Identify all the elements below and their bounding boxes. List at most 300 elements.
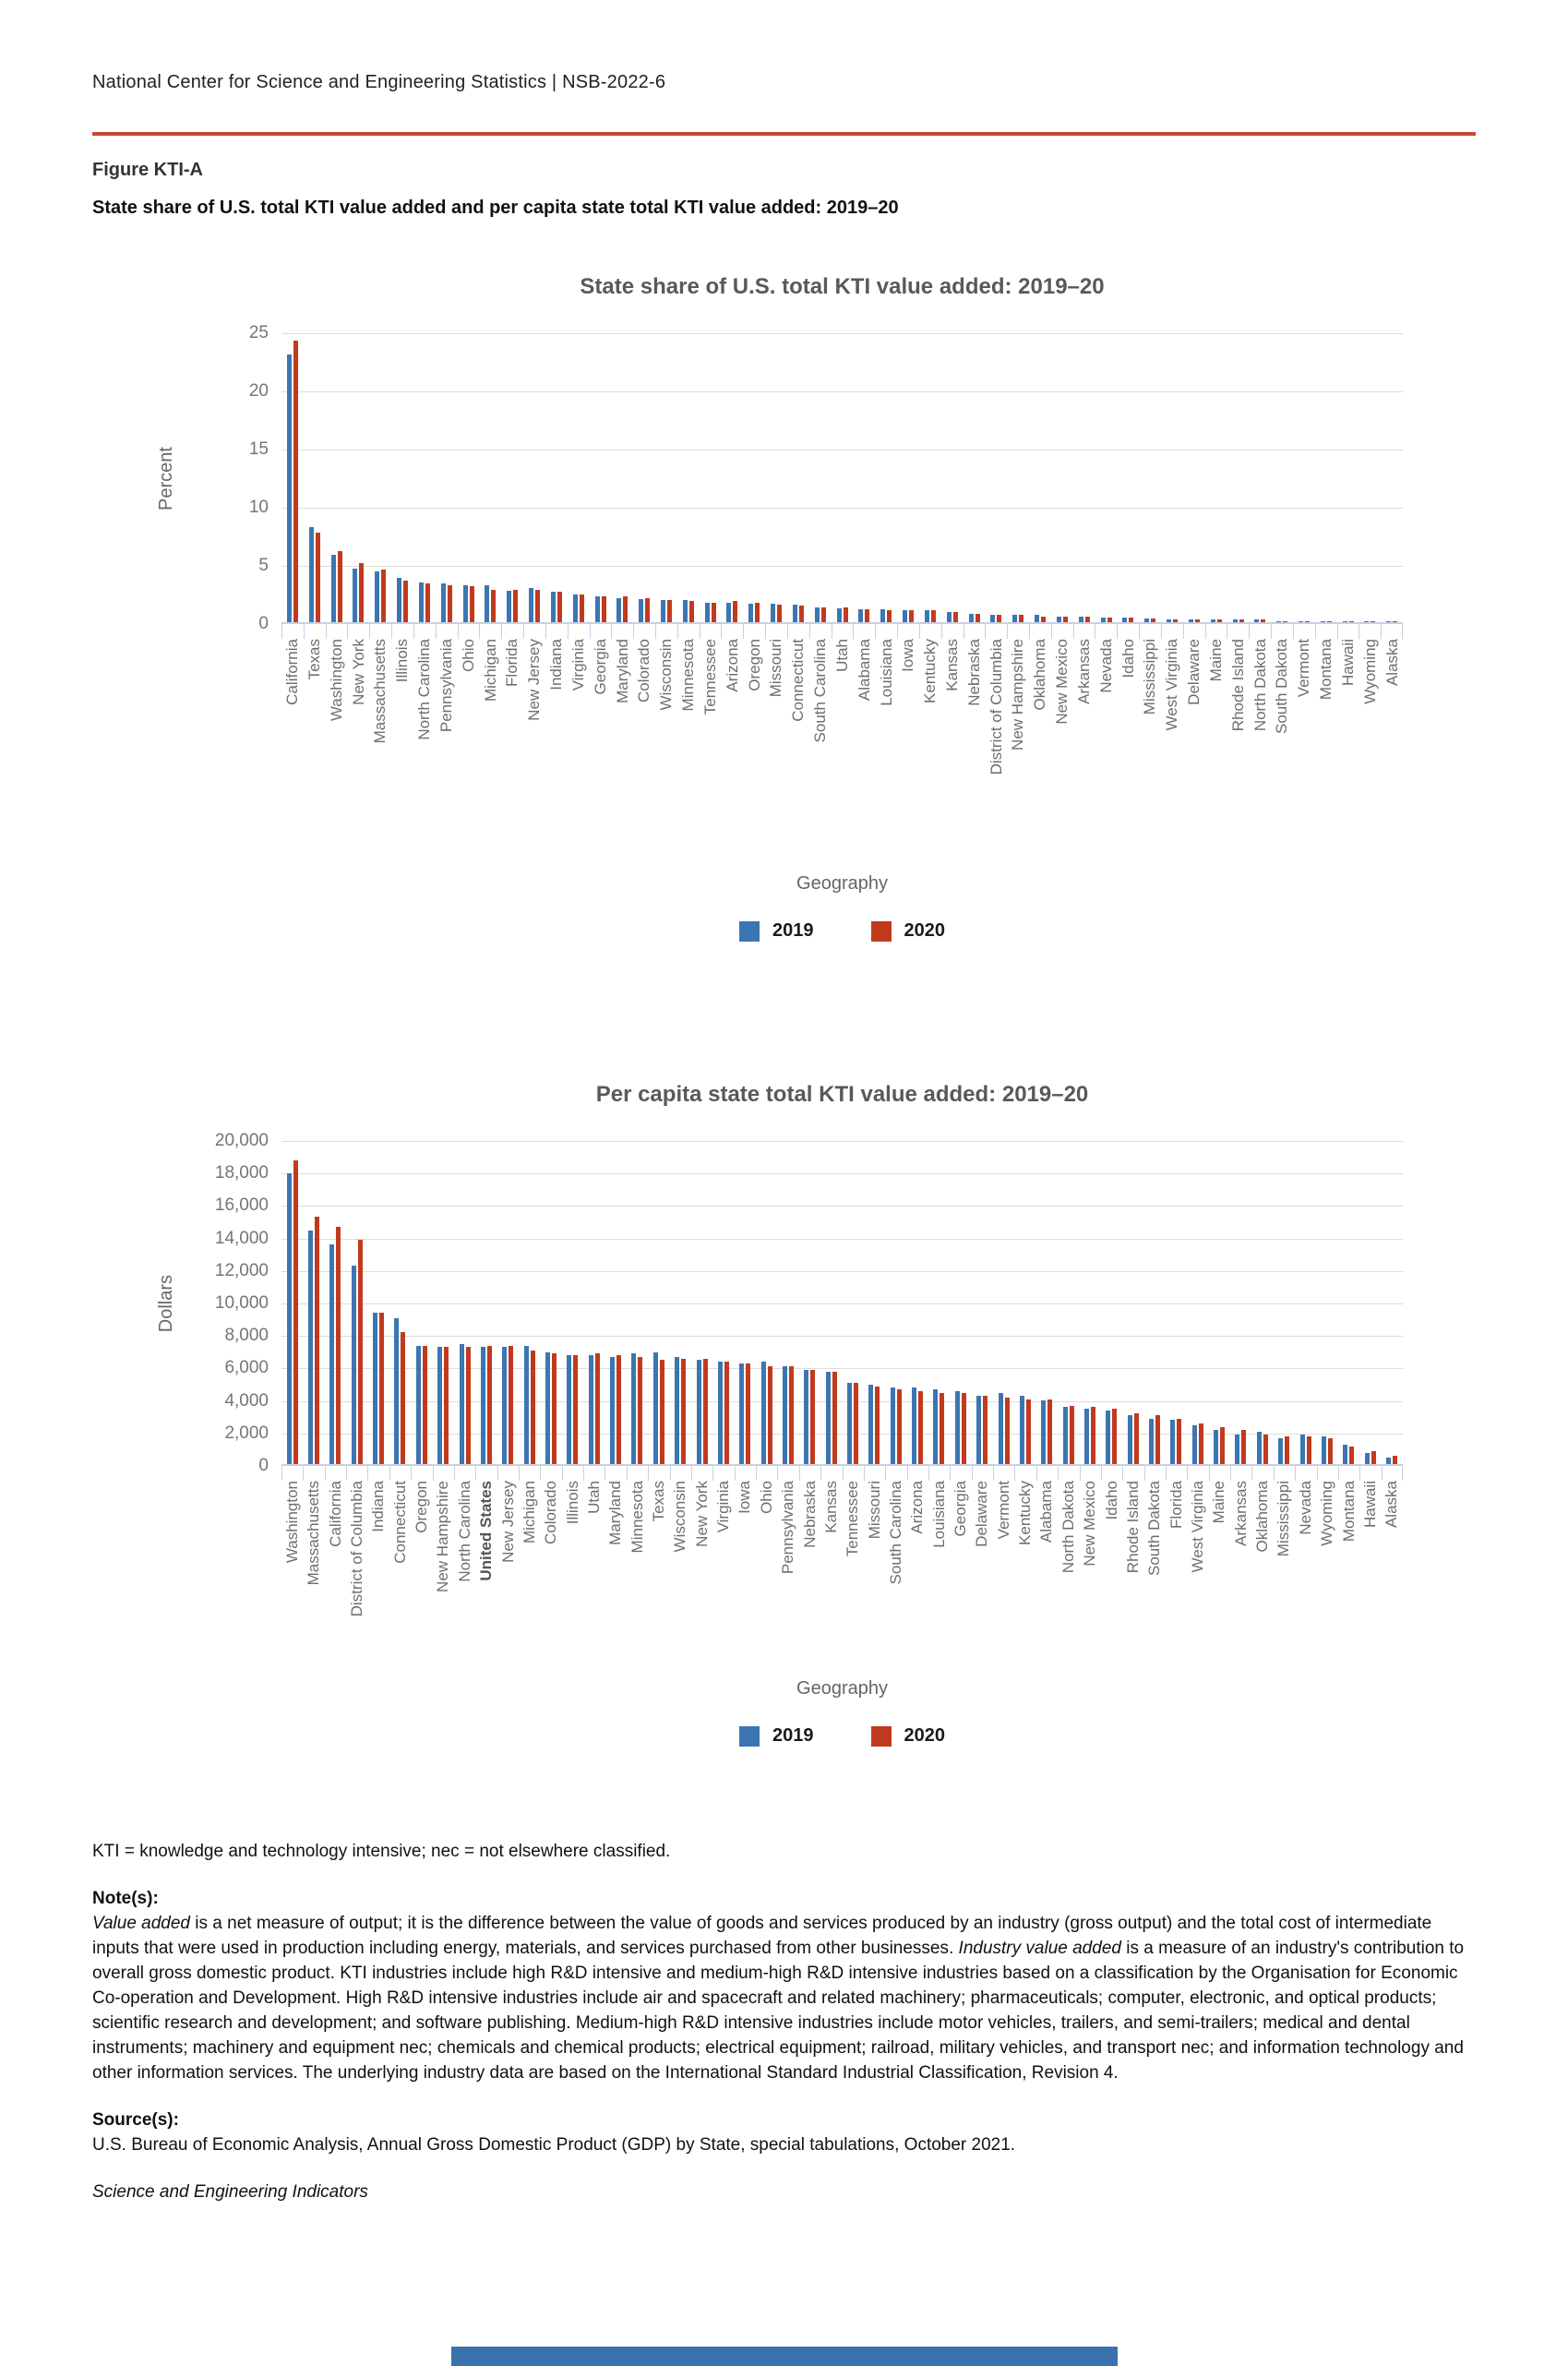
bar-2020 (470, 586, 474, 622)
y-tick-label: 10 (248, 498, 269, 517)
category-label-cell (433, 1481, 454, 1665)
bar-2019 (1299, 621, 1303, 622)
bar-2019 (661, 600, 665, 622)
bar-2019 (352, 1266, 356, 1464)
category-label: Arizona (723, 639, 741, 692)
category-label: New York (692, 1481, 711, 1547)
category-label: North Dakota (1059, 1481, 1077, 1574)
bar-2019 (485, 585, 489, 622)
legend-label-2020: 2020 (904, 1725, 945, 1746)
y-tick-label: 18,000 (214, 1163, 269, 1183)
x-tick-mark (1014, 1466, 1015, 1481)
y-tick-label: 0 (258, 1456, 269, 1475)
category-label-cell (809, 639, 832, 860)
category-bars-nevada (1095, 333, 1118, 622)
bar-2019 (739, 1363, 744, 1464)
x-tick-mark (1402, 1466, 1403, 1481)
bar-2020 (403, 581, 408, 622)
category-bars-south-carolina (809, 333, 832, 622)
category-label-cell (1205, 639, 1227, 860)
bar-2019 (1149, 1419, 1154, 1464)
x-tick-mark (1295, 1466, 1296, 1481)
category-label: West Virginia (1189, 1481, 1206, 1573)
category-bars-mississippi (1139, 333, 1161, 622)
category-label: Nevada (1096, 639, 1115, 693)
bar-2019 (683, 600, 688, 622)
bar-2019 (329, 1244, 334, 1464)
y-tick-label: 6,000 (224, 1358, 269, 1377)
bar-2019 (1170, 1420, 1175, 1464)
bar-2020 (1063, 617, 1068, 622)
x-tick-mark (691, 1466, 692, 1481)
figure-title: State share of U.S. total KTI value added and per capita state total KTI value added: 2019–20 (92, 198, 899, 218)
bar-2020 (401, 1332, 405, 1464)
category-label: New Jersey (498, 1481, 517, 1563)
x-tick-mark (1274, 1466, 1275, 1481)
category-label: Vermont (994, 1481, 1012, 1540)
category-label: South Carolina (811, 639, 830, 743)
category-label-cell (391, 639, 413, 860)
bar-2019 (858, 609, 863, 622)
category-label: South Dakota (1273, 639, 1291, 735)
category-label: Missouri (767, 639, 785, 698)
bar-2020 (667, 600, 672, 622)
bars-layer (281, 1141, 1403, 1464)
x-tick-mark (367, 1466, 368, 1481)
category-label-cell (1227, 639, 1250, 860)
note-text: is a net measure of output; it is the difference between the value of goods and services produced by an industry (gross output) and the total cost of intermediate inputs that were used in production including energy, materials, and services purchased from other businesses. (92, 1914, 1432, 1958)
y-tick-label: 4,000 (224, 1391, 269, 1411)
category-label: Massachusetts (371, 639, 389, 744)
category-label-cell (347, 639, 369, 860)
x-tick-mark (281, 624, 282, 639)
category-label: Texas (650, 1481, 668, 1522)
category-label-cell (722, 639, 744, 860)
bar-2019 (1386, 621, 1391, 622)
category-bars-texas (304, 333, 326, 622)
document-header: National Center for Science and Engineering Statistics | NSB-2022-6 (92, 72, 666, 92)
x-tick-mark (1117, 624, 1118, 639)
category-label-cell (1337, 639, 1359, 860)
category-bars-washington (326, 333, 348, 622)
category-bars-california (281, 333, 304, 622)
bar-2020 (865, 609, 869, 622)
bar-2020 (875, 1387, 880, 1464)
x-tick-mark (853, 624, 854, 639)
x-tick-mark (523, 624, 524, 639)
legend (281, 1725, 1403, 1747)
x-tick-mark (389, 1466, 390, 1481)
bars-layer (281, 333, 1403, 622)
category-label-cell (411, 1481, 432, 1665)
chart-per-capita (134, 1082, 1444, 1747)
x-tick-mark (1337, 624, 1338, 639)
category-bars-united-states (475, 1141, 497, 1464)
category-label-cell (501, 639, 523, 860)
category-label: South Carolina (886, 1481, 904, 1585)
x-tick-mark (1402, 624, 1403, 639)
category-bars-mississippi (1274, 1141, 1295, 1464)
bar-2019 (912, 1387, 916, 1464)
x-tick-mark (756, 1466, 757, 1481)
category-label-cell (458, 639, 480, 860)
y-tick-label: 0 (258, 614, 269, 633)
x-tick-mark (941, 624, 942, 639)
x-tick-mark (347, 624, 348, 639)
note-italic-term: Industry value added (958, 1939, 1121, 1958)
category-bars-iowa (735, 1141, 756, 1464)
category-bars-massachusetts (369, 333, 391, 622)
bar-2019 (567, 1355, 571, 1464)
category-label: Louisiana (929, 1481, 948, 1548)
note-italic-term: Value added (92, 1914, 191, 1933)
category-bars-oklahoma (1251, 1141, 1273, 1464)
category-bars-idaho (1101, 1141, 1122, 1464)
x-tick-mark (436, 624, 437, 639)
bar-2019 (1235, 1435, 1239, 1464)
category-label: Massachusetts (305, 1481, 323, 1586)
category-label: Idaho (1102, 1481, 1120, 1520)
category-label: Florida (1167, 1481, 1185, 1529)
category-label-cell (475, 1481, 497, 1665)
category-label: Kansas (821, 1481, 840, 1533)
category-bars-maryland (611, 333, 633, 622)
category-label: Wyoming (1318, 1481, 1336, 1546)
bar-2020 (997, 615, 1001, 622)
category-label: Maryland (613, 639, 631, 703)
bar-2020 (887, 610, 892, 622)
category-label-cell (906, 1481, 928, 1665)
bar-2020 (1026, 1399, 1031, 1464)
footnotes (92, 1839, 1476, 2204)
category-labels (281, 1481, 1403, 1665)
category-label: Missouri (865, 1481, 883, 1540)
x-tick-mark (1209, 1466, 1210, 1481)
bar-2020 (962, 1393, 966, 1464)
legend-label-2020: 2020 (904, 920, 945, 941)
category-bars-tennessee (700, 333, 722, 622)
bar-2020 (1085, 617, 1090, 622)
bar-2020 (799, 606, 804, 622)
bar-2020 (423, 1346, 427, 1464)
bar-2019 (1035, 615, 1039, 622)
bar-2020 (689, 601, 694, 622)
bar-2019 (653, 1352, 658, 1464)
category-bars-florida (1166, 1141, 1187, 1464)
bar-2020 (789, 1366, 794, 1464)
x-tick-mark (304, 624, 305, 639)
category-bars-alaska (1381, 1141, 1402, 1464)
bar-2020 (976, 614, 980, 622)
legend-item-2019 (739, 1725, 814, 1747)
x-tick-mark (875, 624, 876, 639)
x-tick-mark (501, 624, 502, 639)
category-bars-arizona (906, 1141, 928, 1464)
y-tick-label: 5 (258, 556, 269, 575)
bar-2020 (1112, 1409, 1117, 1464)
category-bars-west-virginia (1187, 1141, 1208, 1464)
bar-2020 (580, 595, 584, 622)
bottom-blue-band (451, 2347, 1118, 2366)
category-label: Delaware (973, 1481, 991, 1547)
bar-2020 (336, 1227, 341, 1464)
bar-2019 (793, 605, 797, 622)
category-label: New Jersey (525, 639, 544, 721)
category-label: North Carolina (455, 1481, 473, 1582)
category-bars-maine (1205, 333, 1227, 622)
category-label-cell (1271, 639, 1293, 860)
source-text: U.S. Bureau of Economic Analysis, Annual Gross Domestic Product (GDP) by State, special tabulations, October 2021. (92, 2135, 1016, 2155)
bar-2019 (1189, 619, 1193, 622)
bar-2019 (1020, 1396, 1024, 1464)
category-label: South Dakota (1145, 1481, 1164, 1577)
bar-2020 (755, 603, 760, 622)
x-tick-mark (562, 1466, 563, 1481)
x-tick-mark (1315, 624, 1316, 639)
category-label-cell (1293, 639, 1315, 860)
bar-2020 (448, 585, 452, 622)
bar-2019 (481, 1347, 485, 1464)
category-label: Wisconsin (671, 1481, 689, 1553)
x-tick-mark (1249, 624, 1250, 639)
x-tick-mark (712, 1466, 713, 1481)
bar-2019 (375, 571, 379, 622)
category-bars-south-dakota (1143, 1141, 1165, 1464)
bar-2020 (381, 570, 386, 622)
category-label-cell (454, 1481, 475, 1665)
category-label: Kentucky (1016, 1481, 1035, 1545)
x-tick-mark (1251, 1466, 1252, 1481)
category-label-cell (669, 1481, 690, 1665)
bar-2019 (847, 1383, 852, 1464)
bar-2019 (1322, 1436, 1326, 1464)
category-bars-washington (281, 1141, 303, 1464)
bar-2019 (551, 592, 556, 622)
x-tick-mark (1381, 624, 1382, 639)
category-label-cell (326, 639, 348, 860)
category-label-cell (1315, 639, 1337, 860)
category-label: Iowa (899, 639, 917, 672)
category-label: Florida (503, 639, 521, 687)
x-tick-mark (1271, 624, 1272, 639)
bar-2020 (1134, 1413, 1139, 1464)
category-bars-delaware (972, 1141, 993, 1464)
category-label-cell (950, 1481, 971, 1665)
bar-2020 (552, 1353, 557, 1464)
category-label-cell (1161, 639, 1183, 860)
category-label-cell (765, 639, 787, 860)
category-bars-alaska (1381, 333, 1403, 622)
bar-2020 (983, 1396, 987, 1464)
bar-2019 (373, 1313, 377, 1464)
category-bars-oregon (411, 1141, 432, 1464)
x-tick-mark (281, 1466, 282, 1481)
x-tick-mark (433, 1466, 434, 1481)
category-label-cell (1381, 1481, 1402, 1665)
x-tick-mark (604, 1466, 605, 1481)
category-label-cell (436, 639, 458, 860)
bar-2019 (1211, 619, 1215, 622)
legend-swatch-2020 (871, 921, 892, 942)
category-label: Mississippi (1141, 639, 1159, 715)
bar-2019 (631, 1353, 636, 1464)
bar-2019 (955, 1391, 960, 1464)
category-label-cell (972, 1481, 993, 1665)
category-label: Alabama (855, 639, 873, 702)
category-label-cell (562, 1481, 583, 1665)
bar-2019 (595, 596, 600, 622)
bar-2019 (524, 1346, 529, 1464)
category-label-cell (590, 639, 612, 860)
category-label: Texas (305, 639, 323, 680)
category-label-cell (842, 1481, 863, 1665)
category-label: Rhode Island (1228, 639, 1247, 732)
x-tick-mark (1007, 624, 1008, 639)
category-bars-nevada (1295, 1141, 1316, 1464)
bar-2020 (509, 1346, 513, 1464)
category-bars-texas (648, 1141, 669, 1464)
y-tick-label: 2,000 (224, 1423, 269, 1443)
x-tick-mark (648, 1466, 649, 1481)
bar-2020 (931, 610, 936, 622)
bar-2020 (1070, 1406, 1074, 1464)
category-label: Delaware (1185, 639, 1203, 705)
category-bars-north-dakota (1249, 333, 1271, 622)
bar-2019 (397, 578, 401, 622)
bar-2019 (529, 588, 533, 622)
y-tick-label: 20,000 (214, 1131, 269, 1150)
category-bars-ohio (458, 333, 480, 622)
category-label-cell (1251, 1481, 1273, 1665)
category-label-cell (787, 639, 809, 860)
bar-2020 (444, 1347, 449, 1464)
note-text: is a measure of an industry's contribution to overall gross domestic product. KTI industries include high R&D intensive and medium-high R&D intensive industries based on a classification by the Organisation for Economic Co-operation and Development. High R&D intensive industries include air and spacecraft and related machinery; pharmaceuticals; computer, electronic, and optical products; scientific research and development; and software publishing. Medium-high R&D intensive industries include motor vehicles, trailers, and semi-trailers; medical and dental instruments; machinery and equipment nec; chemicals and chemical products; electrical equipment; railroad, military vehicles, and transport nec; and information technology and other information services. The underlying industry data are based on the International Standard Industrial Classification, Revision 4. (92, 1939, 1465, 2083)
bar-2020 (513, 590, 518, 622)
x-tick-mark (583, 1466, 584, 1481)
category-bars-utah (832, 333, 854, 622)
category-bars-georgia (950, 1141, 971, 1464)
category-bars-massachusetts (303, 1141, 324, 1464)
x-tick-mark (454, 1466, 455, 1481)
bar-2019 (1063, 1407, 1068, 1464)
bar-2020 (531, 1351, 535, 1464)
category-bars-california (325, 1141, 346, 1464)
category-bars-montana (1315, 333, 1337, 622)
bar-2019 (1343, 1445, 1347, 1464)
category-bars-nebraska (964, 333, 986, 622)
category-label-cell (875, 639, 897, 860)
bar-2020 (638, 1357, 642, 1464)
bar-2019 (868, 1385, 873, 1464)
bar-2020 (832, 1372, 837, 1464)
y-axis-title-text: Percent (155, 447, 176, 510)
category-bars-district-of-columbia (346, 1141, 367, 1464)
bar-2019 (783, 1366, 787, 1464)
bar-2020 (768, 1366, 772, 1464)
bar-2019 (1386, 1458, 1391, 1464)
category-bars-georgia (590, 333, 612, 622)
category-bars-colorado (540, 1141, 561, 1464)
category-bars-tennessee (842, 1141, 863, 1464)
category-label: Alaska (1382, 1481, 1401, 1529)
category-label: Illinois (563, 1481, 581, 1525)
bar-2019 (1343, 621, 1347, 622)
x-axis-title: Geography (796, 873, 888, 894)
bar-2019 (1214, 1430, 1218, 1464)
x-tick-mark (1183, 624, 1184, 639)
bar-2020 (724, 1362, 729, 1464)
category-label-cell (413, 639, 436, 860)
category-label-cell (346, 1481, 367, 1665)
category-label-cell (1295, 1481, 1316, 1665)
x-tick-mark (1205, 624, 1206, 639)
category-label: Connecticut (390, 1481, 409, 1564)
bar-2020 (1349, 1447, 1354, 1464)
bar-2019 (1057, 617, 1061, 622)
category-label: Oklahoma (1253, 1481, 1272, 1553)
category-label-cell (367, 1481, 389, 1665)
chart-title: State share of U.S. total KTI value added: 2019–20 (580, 274, 1105, 299)
x-tick-mark (479, 624, 480, 639)
bar-2019 (1144, 619, 1149, 622)
category-label: Pennsylvania (437, 639, 455, 733)
bar-2020 (1393, 1456, 1397, 1464)
x-tick-mark (907, 1466, 908, 1481)
bar-2019 (969, 614, 974, 622)
category-label-cell (325, 1481, 346, 1665)
bar-2019 (353, 569, 357, 622)
category-bars-rhode-island (1227, 333, 1250, 622)
category-label: Minnesota (679, 639, 698, 712)
category-label-cell (281, 639, 304, 860)
bar-2020 (1199, 1423, 1203, 1464)
category-label: Indiana (369, 1481, 388, 1532)
category-label-cell (389, 1481, 411, 1665)
category-label-cell (993, 1481, 1014, 1665)
category-label-cell (919, 639, 941, 860)
category-bars-oklahoma (1029, 333, 1051, 622)
bar-2020 (918, 1391, 923, 1464)
y-tick-label: 8,000 (224, 1326, 269, 1345)
bar-2020 (557, 592, 562, 622)
category-bars-west-virginia (1161, 333, 1183, 622)
bar-2019 (1101, 618, 1106, 622)
category-label-cell (964, 639, 986, 860)
category-bars-maine (1208, 1141, 1229, 1464)
category-bars-nebraska (799, 1141, 820, 1464)
category-label: Minnesota (628, 1481, 646, 1554)
x-tick-mark (1139, 624, 1140, 639)
category-bars-florida (501, 333, 523, 622)
x-axis-title: Geography (796, 1678, 888, 1699)
x-tick-mark (985, 624, 986, 639)
category-label-cell (986, 639, 1008, 860)
x-tick-mark (475, 1466, 476, 1481)
category-label-cell (897, 639, 919, 860)
category-label: New Hampshire (1009, 639, 1027, 751)
bar-2019 (1106, 1411, 1110, 1464)
category-label: Montana (1317, 639, 1335, 701)
x-tick-mark (1051, 624, 1052, 639)
chart-title: Per capita state total KTI value added: 2019–20 (595, 1082, 1089, 1107)
category-label: Alaska (1382, 639, 1401, 687)
y-axis-title (134, 333, 198, 624)
bar-2020 (1195, 619, 1200, 622)
bar-2019 (1128, 1415, 1132, 1464)
category-label-cell (864, 1481, 885, 1665)
category-label-cell (677, 639, 700, 860)
category-label: New Mexico (1081, 1481, 1099, 1567)
